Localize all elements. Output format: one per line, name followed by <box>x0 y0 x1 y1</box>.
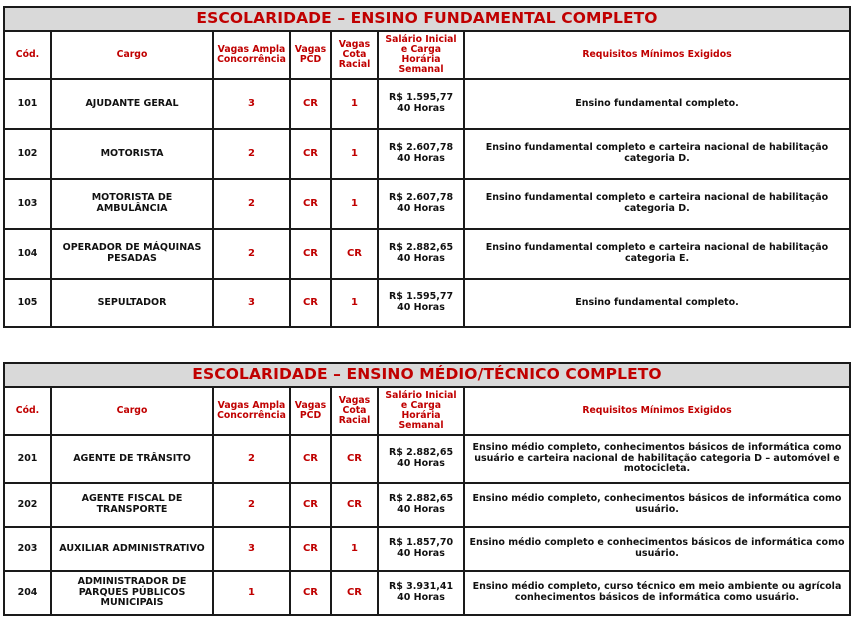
table-row <box>4 179 850 229</box>
cod-cell: 101 <box>4 79 51 129</box>
salario-cell <box>378 435 464 483</box>
requisitos-cell: Ensino médio completo e conhecimentos básicos de informática como usuário. <box>464 527 850 571</box>
vagas-pcd-cell: CR <box>290 483 331 527</box>
salario-cell <box>378 483 464 527</box>
carga-horaria-value: 40 Horas <box>397 302 445 313</box>
cod-cell: 203 <box>4 527 51 571</box>
vagas-pcd-cell: CR <box>290 179 331 229</box>
header-cod: Cód. <box>4 387 51 435</box>
table-row <box>4 483 850 527</box>
vagas-cota-cell: CR <box>331 229 378 279</box>
vagas-pcd-cell: CR <box>290 229 331 279</box>
requisitos-cell: Ensino fundamental completo. <box>464 279 850 327</box>
table-row <box>4 79 850 129</box>
cargo-cell: OPERADOR DE MÁQUINAS PESADAS <box>51 229 213 279</box>
cod-cell: 202 <box>4 483 51 527</box>
salario-cell <box>378 527 464 571</box>
cargo-cell: SEPULTADOR <box>51 279 213 327</box>
vagas-pcd-cell: CR <box>290 129 331 179</box>
header-vagas-pcd: Vagas PCD <box>290 387 331 435</box>
carga-horaria-value: 40 Horas <box>397 504 445 515</box>
cargo-cell: MOTORISTA <box>51 129 213 179</box>
table-row <box>4 435 850 483</box>
header-cargo: Cargo <box>51 31 213 79</box>
cargo-cell: AGENTE DE TRÂNSITO <box>51 435 213 483</box>
cargo-cell: AGENTE FISCAL DE TRANSPORTE <box>51 483 213 527</box>
header-vagas-ampla: Vagas Ampla Concorrência <box>213 31 290 79</box>
salario-cell <box>378 279 464 327</box>
salario-cell <box>378 129 464 179</box>
cod-cell: 103 <box>4 179 51 229</box>
salario-value: R$ 2.607,78 <box>388 192 454 204</box>
header-salario: Salário Inicial e Carga Horária Semanal <box>378 31 464 79</box>
vagas-ampla-cell: 2 <box>213 483 290 527</box>
salario-value: R$ 1.857,70 <box>388 537 454 549</box>
vagas-cota-cell: CR <box>331 571 378 615</box>
section-title: ESCOLARIDADE – ENSINO FUNDAMENTAL COMPLETO <box>4 7 850 31</box>
cargo-cell: MOTORISTA DE AMBULÂNCIA <box>51 179 213 229</box>
table-row <box>4 527 850 571</box>
salario-cell <box>378 79 464 129</box>
salario-cell <box>378 229 464 279</box>
cod-cell: 204 <box>4 571 51 615</box>
vagas-ampla-cell: 3 <box>213 79 290 129</box>
section-title: ESCOLARIDADE – ENSINO MÉDIO/TÉCNICO COMPLETO <box>4 363 850 387</box>
header-vagas-cota: Vagas Cota Racial <box>331 31 378 79</box>
salario-value: R$ 2.882,65 <box>388 242 454 254</box>
header-vagas-ampla: Vagas Ampla Concorrência <box>213 387 290 435</box>
vagas-cota-cell: 1 <box>331 179 378 229</box>
vagas-ampla-cell: 3 <box>213 279 290 327</box>
vagas-ampla-cell: 1 <box>213 571 290 615</box>
cod-cell: 105 <box>4 279 51 327</box>
table-row <box>4 229 850 279</box>
vagas-pcd-cell: CR <box>290 279 331 327</box>
carga-horaria-value: 40 Horas <box>397 253 445 264</box>
carga-horaria-value: 40 Horas <box>397 458 445 469</box>
table-row <box>4 571 850 615</box>
requisitos-cell: Ensino médio completo, conhecimentos básicos de informática como usuário e carteira nacional de habilitação categoria D – automóvel e motocicleta. <box>464 435 850 483</box>
salario-value: R$ 1.595,77 <box>388 92 454 104</box>
requisitos-cell: Ensino fundamental completo e carteira nacional de habilitação categoria D. <box>464 179 850 229</box>
vagas-cota-cell: 1 <box>331 527 378 571</box>
vagas-cota-cell: 1 <box>331 129 378 179</box>
salario-value: R$ 2.607,78 <box>388 142 454 154</box>
vagas-ampla-cell: 2 <box>213 129 290 179</box>
vagas-cota-cell: CR <box>331 435 378 483</box>
header-requisitos: Requisitos Mínimos Exigidos <box>464 31 850 79</box>
vagas-pcd-cell: CR <box>290 435 331 483</box>
cod-cell: 104 <box>4 229 51 279</box>
vagas-ampla-cell: 2 <box>213 229 290 279</box>
vagas-cota-cell: 1 <box>331 79 378 129</box>
cargo-cell: AJUDANTE GERAL <box>51 79 213 129</box>
salario-value: R$ 2.882,65 <box>388 447 454 459</box>
salario-cell <box>378 571 464 615</box>
vagas-pcd-cell: CR <box>290 527 331 571</box>
requisitos-cell: Ensino fundamental completo e carteira nacional de habilitação categoria D. <box>464 129 850 179</box>
header-salario: Salário Inicial e Carga Horária Semanal <box>378 387 464 435</box>
vagas-ampla-cell: 2 <box>213 179 290 229</box>
requisitos-cell: Ensino médio completo, conhecimentos básicos de informática como usuário. <box>464 483 850 527</box>
carga-horaria-value: 40 Horas <box>397 592 445 603</box>
vagas-cota-cell: CR <box>331 483 378 527</box>
vagas-ampla-cell: 3 <box>213 527 290 571</box>
salario-value: R$ 3.931,41 <box>388 581 454 593</box>
table-ensino-medio <box>3 362 851 616</box>
salario-value: R$ 1.595,77 <box>388 291 454 303</box>
requisitos-cell: Ensino fundamental completo e carteira nacional de habilitação categoria E. <box>464 229 850 279</box>
cod-cell: 102 <box>4 129 51 179</box>
carga-horaria-value: 40 Horas <box>397 203 445 214</box>
header-vagas-cota: Vagas Cota Racial <box>331 387 378 435</box>
header-cargo: Cargo <box>51 387 213 435</box>
table-ensino-fundamental <box>3 6 851 328</box>
carga-horaria-value: 40 Horas <box>397 548 445 559</box>
vagas-pcd-cell: CR <box>290 571 331 615</box>
salario-cell <box>378 179 464 229</box>
requisitos-cell: Ensino médio completo, curso técnico em meio ambiente ou agrícola conhecimentos básicos de informática como usuário. <box>464 571 850 615</box>
header-vagas-pcd: Vagas PCD <box>290 31 331 79</box>
carga-horaria-value: 40 Horas <box>397 153 445 164</box>
carga-horaria-value: 40 Horas <box>397 103 445 114</box>
header-cod: Cód. <box>4 31 51 79</box>
table-row <box>4 279 850 327</box>
header-requisitos: Requisitos Mínimos Exigidos <box>464 387 850 435</box>
vagas-ampla-cell: 2 <box>213 435 290 483</box>
cargo-cell: ADMINISTRADOR DE PARQUES PÚBLICOS MUNICIPAIS <box>51 571 213 615</box>
cod-cell: 201 <box>4 435 51 483</box>
requisitos-cell: Ensino fundamental completo. <box>464 79 850 129</box>
vagas-cota-cell: 1 <box>331 279 378 327</box>
salario-value: R$ 2.882,65 <box>388 493 454 505</box>
cargo-cell: AUXILIAR ADMINISTRATIVO <box>51 527 213 571</box>
table-row <box>4 129 850 179</box>
vagas-pcd-cell: CR <box>290 79 331 129</box>
